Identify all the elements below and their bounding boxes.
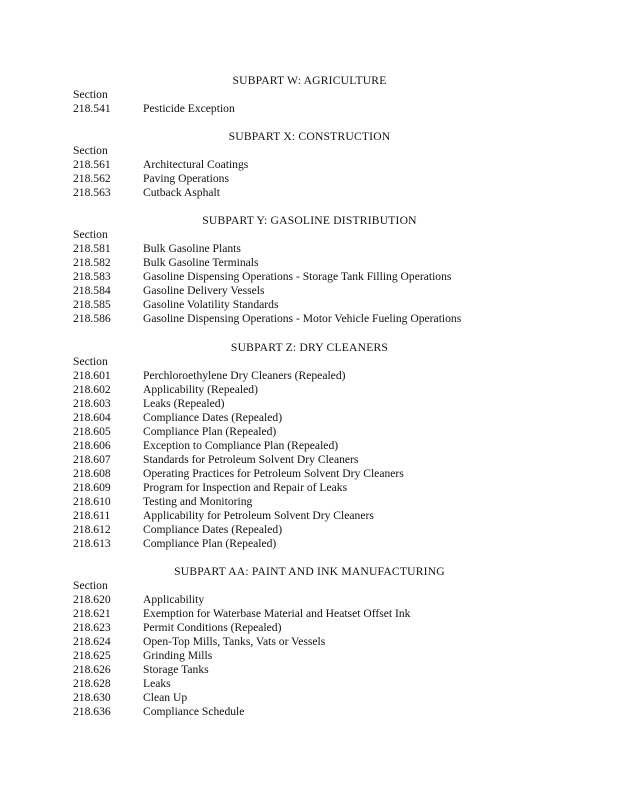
table-row [73,397,593,411]
table-row [73,383,593,397]
table-row [73,256,593,270]
table-row [73,425,593,439]
section-label: Section [73,144,108,157]
table-row [73,172,593,186]
section-number: 218.610 [73,495,111,508]
section-number: 218.582 [73,256,111,269]
section-number: 218.624 [73,635,111,648]
section-number: 218.563 [73,186,111,199]
section-number: 218.562 [73,172,111,185]
section-title: Testing and Monitoring [143,495,253,508]
section-title: Compliance Schedule [143,705,245,718]
section-title: Architectural Coatings [143,158,249,171]
section-title: Leaks [143,677,171,690]
table-row [73,369,593,383]
section-number: 218.584 [73,284,111,297]
table-row [73,439,593,453]
section-label: Section [73,579,108,592]
table-row [73,495,593,509]
section-title: Program for Inspection and Repair of Leaks [143,481,348,494]
table-row [73,621,593,635]
section-number: 218.603 [73,397,111,410]
section-title: Applicability for Petroleum Solvent Dry Cleaners [143,509,374,522]
section-title: Open-Top Mills, Tanks, Vats or Vessels [143,635,326,648]
section-title: Paving Operations [143,172,229,185]
table-row [73,411,593,425]
section-number: 218.609 [73,481,111,494]
section-number: 218.612 [73,523,111,536]
table-row [73,186,593,200]
subpart-heading: SUBPART Z: DRY CLEANERS [230,341,389,354]
section-number: 218.621 [73,607,111,620]
section-title: Perchloroethylene Dry Cleaners (Repealed) [143,369,346,382]
section-title: Compliance Dates (Repealed) [143,411,283,424]
subpart-heading: SUBPART Y: GASOLINE DISTRIBUTION [202,214,417,227]
section-number: 218.585 [73,298,111,311]
section-title: Gasoline Volatility Standards [143,298,279,311]
section-number: 218.628 [73,677,111,690]
section-number: 218.601 [73,369,111,382]
section-number: 218.604 [73,411,111,424]
section-title: Compliance Plan (Repealed) [143,537,277,550]
subpart-heading: SUBPART X: CONSTRUCTION [228,130,391,143]
section-title: Gasoline Dispensing Operations - Storage Tank Filling Operations [143,270,452,283]
section-number: 218.630 [73,691,111,704]
section-title: Cutback Asphalt [143,186,220,199]
table-row [73,312,593,326]
table-row [73,509,593,523]
section-title: Grinding Mills [143,649,213,662]
section-label: Section [73,355,108,368]
table-row [73,537,593,551]
subpart-heading: SUBPART W: AGRICULTURE [232,74,387,87]
section-number: 218.620 [73,593,111,606]
section-title: Permit Conditions (Repealed) [143,621,282,634]
section-title: Applicability (Repealed) [143,383,258,396]
section-title: Pesticide Exception [143,102,235,115]
section-number: 218.613 [73,537,111,550]
table-row [73,705,593,719]
section-number: 218.626 [73,663,111,676]
table-row [73,663,593,677]
table-row [73,607,593,621]
section-number: 218.583 [73,270,111,283]
table-row [73,284,593,298]
section-title: Bulk Gasoline Plants [143,242,241,255]
section-number: 218.608 [73,467,111,480]
table-row [73,453,593,467]
section-number: 218.606 [73,439,111,452]
table-row [73,691,593,705]
table-row [73,677,593,691]
table-row [73,270,593,284]
table-row [73,242,593,256]
table-row [73,635,593,649]
table-row [73,523,593,537]
table-row [73,593,593,607]
section-title: Standards for Petroleum Solvent Dry Cleaners [143,453,359,466]
section-number: 218.602 [73,383,111,396]
section-title: Applicability [143,593,205,606]
section-title: Storage Tanks [143,663,209,676]
section-label: Section [73,88,108,101]
section-number: 218.586 [73,312,111,325]
table-row [73,158,593,172]
section-number: 218.561 [73,158,111,171]
section-title: Leaks (Repealed) [143,397,225,410]
section-label: Section [73,228,108,241]
section-title: Compliance Dates (Repealed) [143,523,283,536]
section-number: 218.611 [73,509,111,522]
section-title: Bulk Gasoline Terminals [143,256,259,269]
table-row [73,298,593,312]
section-number: 218.636 [73,705,111,718]
section-title: Exception to Compliance Plan (Repealed) [143,439,339,452]
table-row [73,467,593,481]
table-row [73,481,593,495]
section-title: Gasoline Dispensing Operations - Motor Vehicle Fueling Operations [143,312,462,325]
section-title: Exemption for Waterbase Material and Heatset Offset Ink [143,607,411,620]
table-row [73,649,593,663]
section-title: Compliance Plan (Repealed) [143,425,277,438]
section-title: Clean Up [143,691,188,704]
section-title: Operating Practices for Petroleum Solvent Dry Cleaners [143,467,404,480]
table-row [73,102,593,116]
subpart-heading: SUBPART AA: PAINT AND INK MANUFACTURING [174,565,445,578]
section-number: 218.625 [73,649,111,662]
section-number: 218.605 [73,425,111,438]
section-number: 218.541 [73,102,111,115]
section-title: Gasoline Delivery Vessels [143,284,265,297]
section-number: 218.581 [73,242,111,255]
section-number: 218.607 [73,453,111,466]
section-number: 218.623 [73,621,111,634]
